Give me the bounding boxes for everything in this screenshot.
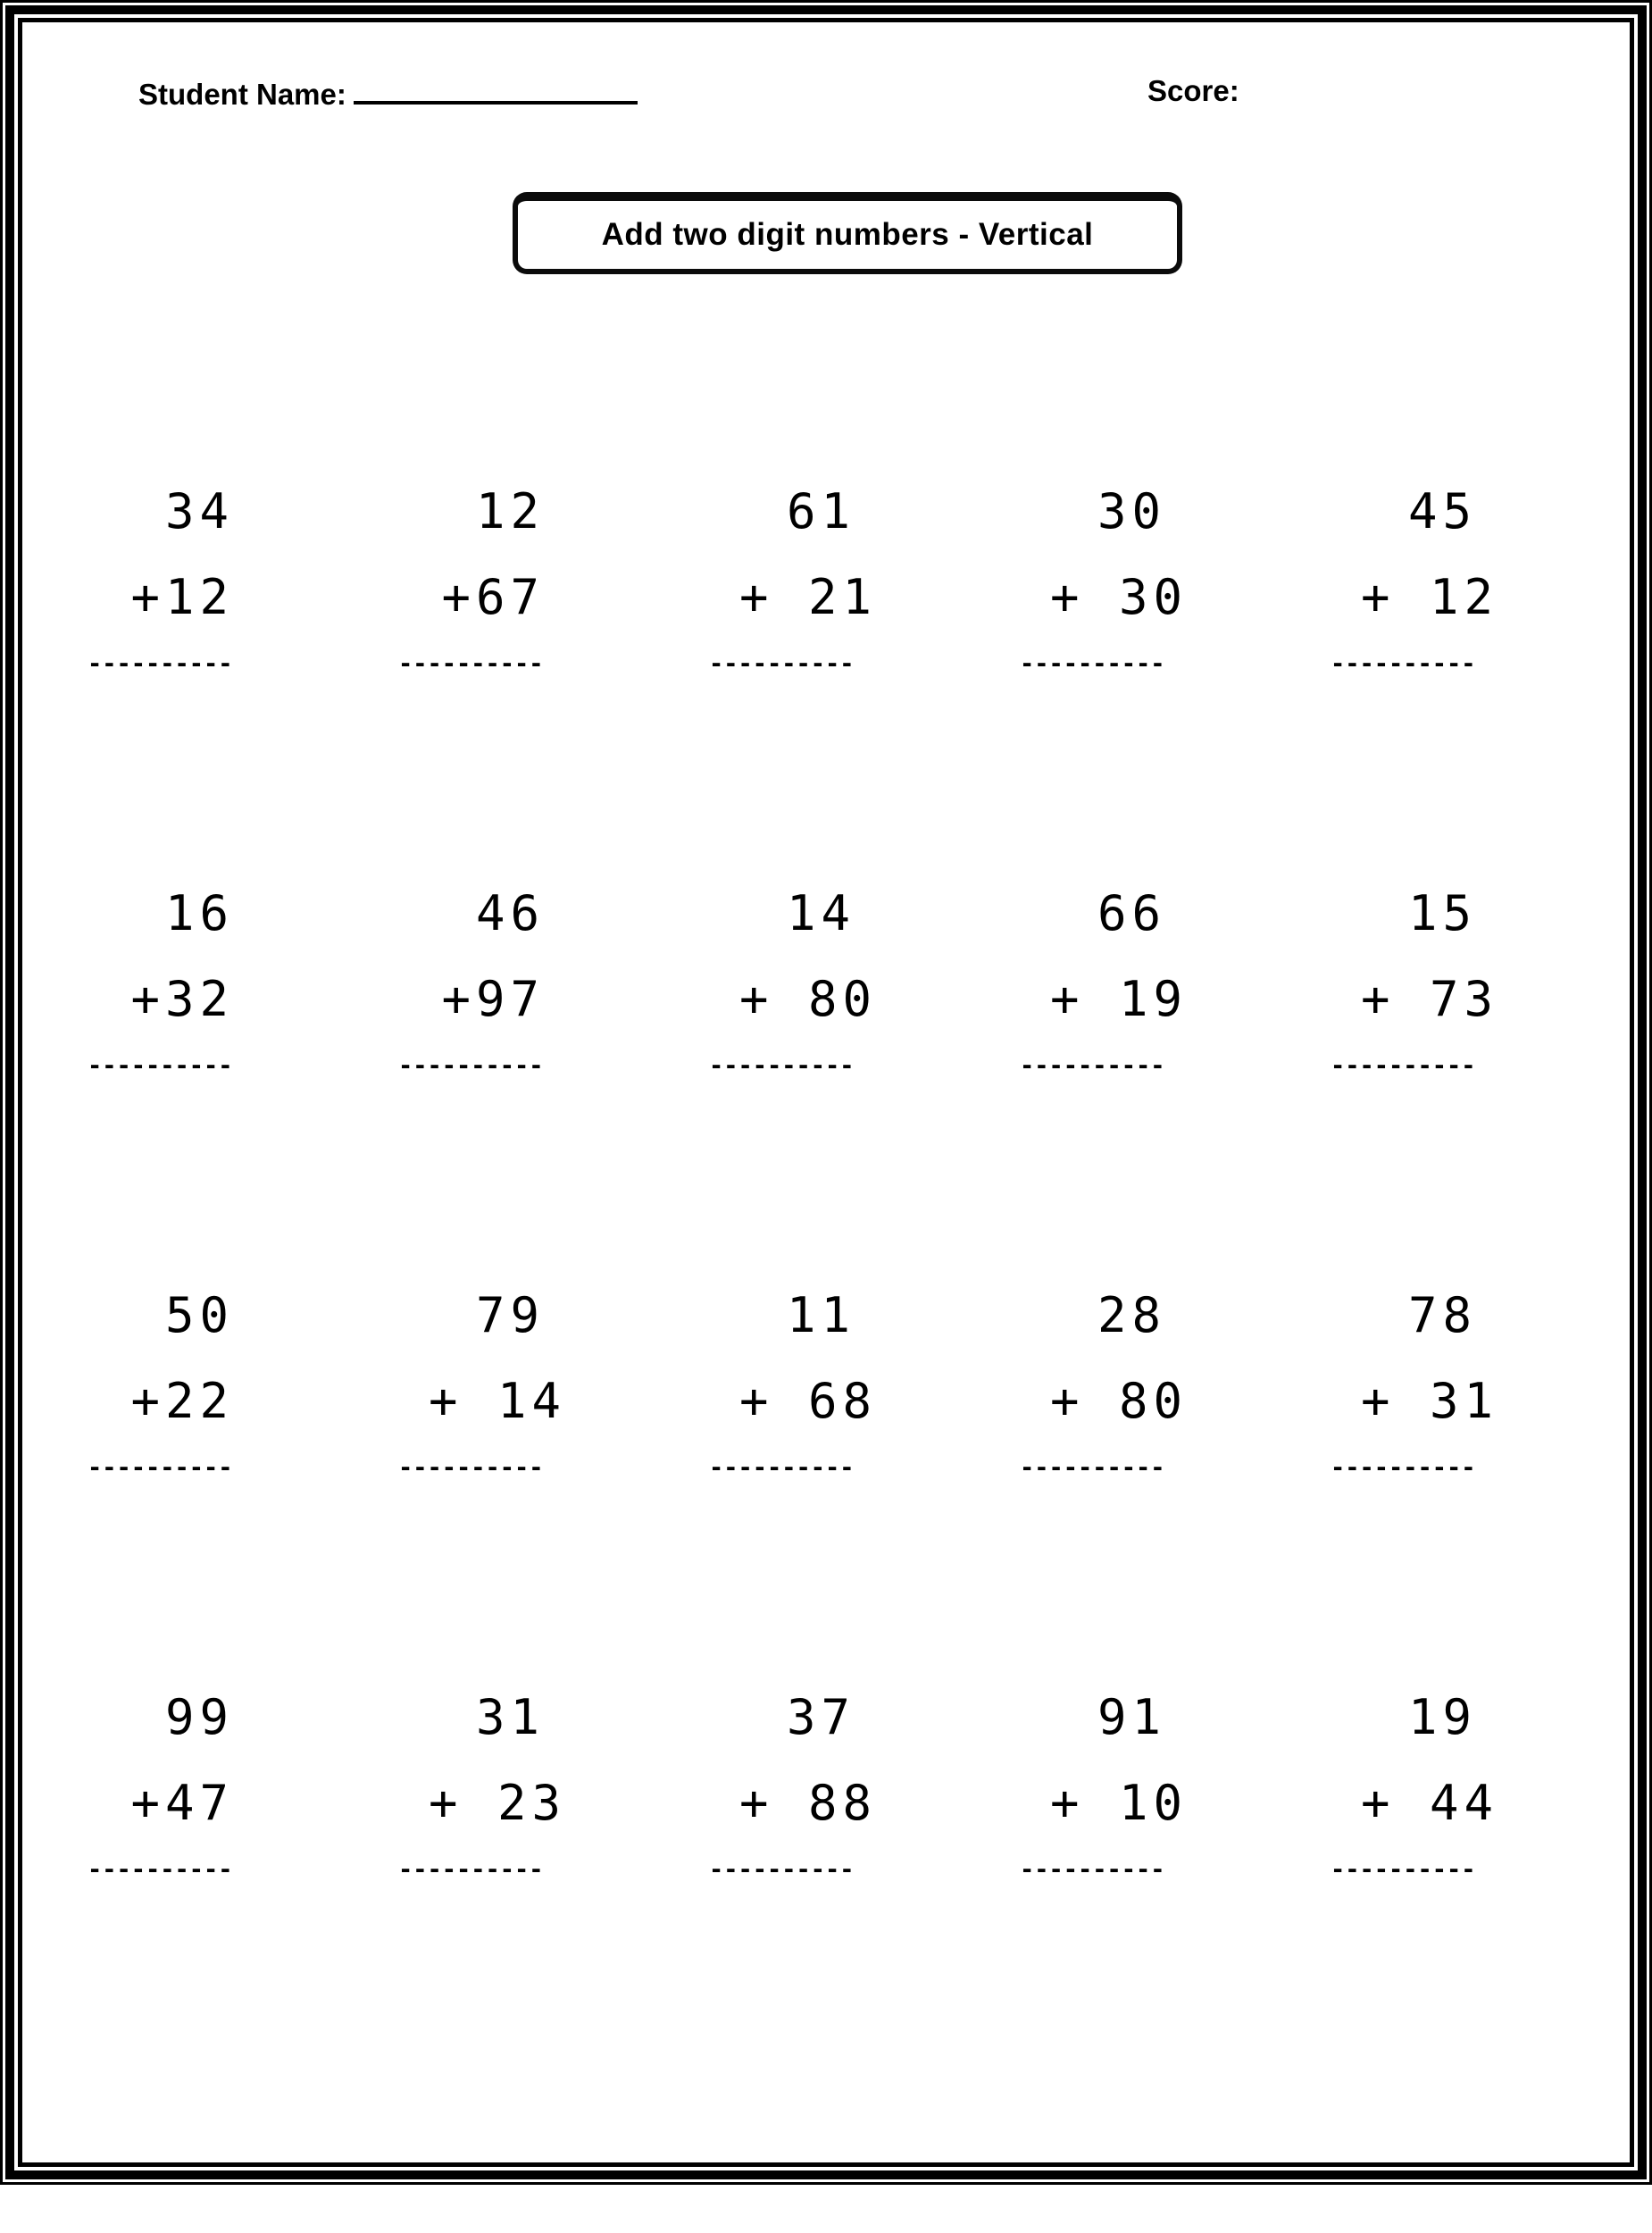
problem-cell bbox=[398, 885, 545, 1080]
addend-top: 15 bbox=[1407, 885, 1477, 941]
answer-line: ---------- bbox=[1020, 1454, 1165, 1482]
addend-top: 34 bbox=[164, 483, 234, 539]
addend-bottom: + 73 bbox=[1361, 971, 1499, 1027]
addend-top: 12 bbox=[475, 483, 545, 539]
addend-top: 61 bbox=[786, 483, 855, 539]
addend-top: 31 bbox=[475, 1689, 545, 1745]
addend-bottom: +22 bbox=[130, 1373, 234, 1429]
answer-line: ---------- bbox=[398, 1856, 544, 1884]
addend-top: 66 bbox=[1097, 885, 1166, 941]
addend-bottom: + 12 bbox=[1361, 569, 1499, 625]
answer-line: ---------- bbox=[1331, 1052, 1476, 1080]
answer-line: ---------- bbox=[398, 650, 544, 678]
page-border-middle bbox=[5, 5, 1647, 2179]
addend-bottom: +47 bbox=[130, 1775, 234, 1831]
addend-top: 91 bbox=[1097, 1689, 1166, 1745]
addend-bottom: + 10 bbox=[1050, 1775, 1189, 1831]
addend-bottom: + 68 bbox=[739, 1373, 878, 1429]
problem-cell bbox=[1020, 483, 1189, 678]
addend-top: 79 bbox=[475, 1287, 545, 1343]
problem-cell bbox=[1331, 885, 1499, 1080]
problem-cell bbox=[1331, 483, 1499, 678]
addend-top: 11 bbox=[786, 1287, 855, 1343]
addend-top: 46 bbox=[475, 885, 545, 941]
worksheet-header bbox=[22, 74, 1630, 119]
problem-cell bbox=[709, 1287, 878, 1482]
problem-cell bbox=[709, 483, 878, 678]
problem-cell bbox=[1331, 1689, 1499, 1884]
answer-line: ---------- bbox=[1331, 1856, 1476, 1884]
answer-line: ---------- bbox=[709, 650, 855, 678]
addend-bottom: + 80 bbox=[739, 971, 878, 1027]
addend-top: 19 bbox=[1407, 1689, 1477, 1745]
addend-bottom: + 30 bbox=[1050, 569, 1189, 625]
addend-bottom: + 21 bbox=[739, 569, 878, 625]
problem-cell bbox=[88, 885, 234, 1080]
addend-bottom: +67 bbox=[441, 569, 545, 625]
answer-line: ---------- bbox=[398, 1052, 544, 1080]
problem-cell bbox=[88, 1287, 234, 1482]
addend-bottom: + 80 bbox=[1050, 1373, 1189, 1429]
problem-cell bbox=[1020, 885, 1189, 1080]
answer-line: ---------- bbox=[709, 1052, 855, 1080]
addend-top: 45 bbox=[1407, 483, 1477, 539]
addend-top: 37 bbox=[786, 1689, 855, 1745]
addend-bottom: + 19 bbox=[1050, 971, 1189, 1027]
student-name-blank-line bbox=[354, 74, 638, 105]
answer-line: ---------- bbox=[1331, 650, 1476, 678]
addend-top: 99 bbox=[164, 1689, 234, 1745]
problem-cell bbox=[88, 483, 234, 678]
worksheet-title: Add two digit numbers - Vertical bbox=[601, 217, 1094, 252]
score-label: Score: bbox=[1147, 74, 1239, 107]
addend-bottom: + 14 bbox=[429, 1373, 567, 1429]
problem-cell bbox=[1020, 1287, 1189, 1482]
answer-line: ---------- bbox=[88, 650, 233, 678]
problems-grid bbox=[88, 483, 1499, 1884]
answer-line: ---------- bbox=[88, 1856, 233, 1884]
addend-bottom: + 88 bbox=[739, 1775, 878, 1831]
answer-line: ---------- bbox=[88, 1052, 233, 1080]
addend-bottom: +12 bbox=[130, 569, 234, 625]
page-border-inner bbox=[18, 18, 1634, 2167]
problem-cell bbox=[1020, 1689, 1189, 1884]
addend-top: 16 bbox=[164, 885, 234, 941]
answer-line: ---------- bbox=[1331, 1454, 1476, 1482]
addend-top: 14 bbox=[786, 885, 855, 941]
problem-cell bbox=[709, 1689, 878, 1884]
addend-top: 78 bbox=[1407, 1287, 1477, 1343]
answer-line: ---------- bbox=[88, 1454, 233, 1482]
answer-line: ---------- bbox=[1020, 1052, 1165, 1080]
answer-line: ---------- bbox=[398, 1454, 544, 1482]
problem-cell bbox=[709, 885, 878, 1080]
answer-line: ---------- bbox=[709, 1856, 855, 1884]
problem-cell bbox=[398, 483, 545, 678]
problem-cell bbox=[88, 1689, 234, 1884]
answer-line: ---------- bbox=[1020, 1856, 1165, 1884]
addend-top: 50 bbox=[164, 1287, 234, 1343]
student-name-label bbox=[138, 74, 638, 112]
problem-cell bbox=[398, 1287, 567, 1482]
addend-top: 28 bbox=[1097, 1287, 1166, 1343]
student-name-text: Student Name: bbox=[138, 78, 346, 111]
problem-cell bbox=[1331, 1287, 1499, 1482]
answer-line: ---------- bbox=[1020, 650, 1165, 678]
addend-bottom: + 44 bbox=[1361, 1775, 1499, 1831]
problem-cell bbox=[398, 1689, 567, 1884]
addend-top: 30 bbox=[1097, 483, 1166, 539]
addend-bottom: +32 bbox=[130, 971, 234, 1027]
answer-line: ---------- bbox=[709, 1454, 855, 1482]
addend-bottom: + 31 bbox=[1361, 1373, 1499, 1429]
addend-bottom: +97 bbox=[441, 971, 545, 1027]
worksheet-title-box bbox=[513, 192, 1182, 274]
addend-bottom: + 23 bbox=[429, 1775, 567, 1831]
